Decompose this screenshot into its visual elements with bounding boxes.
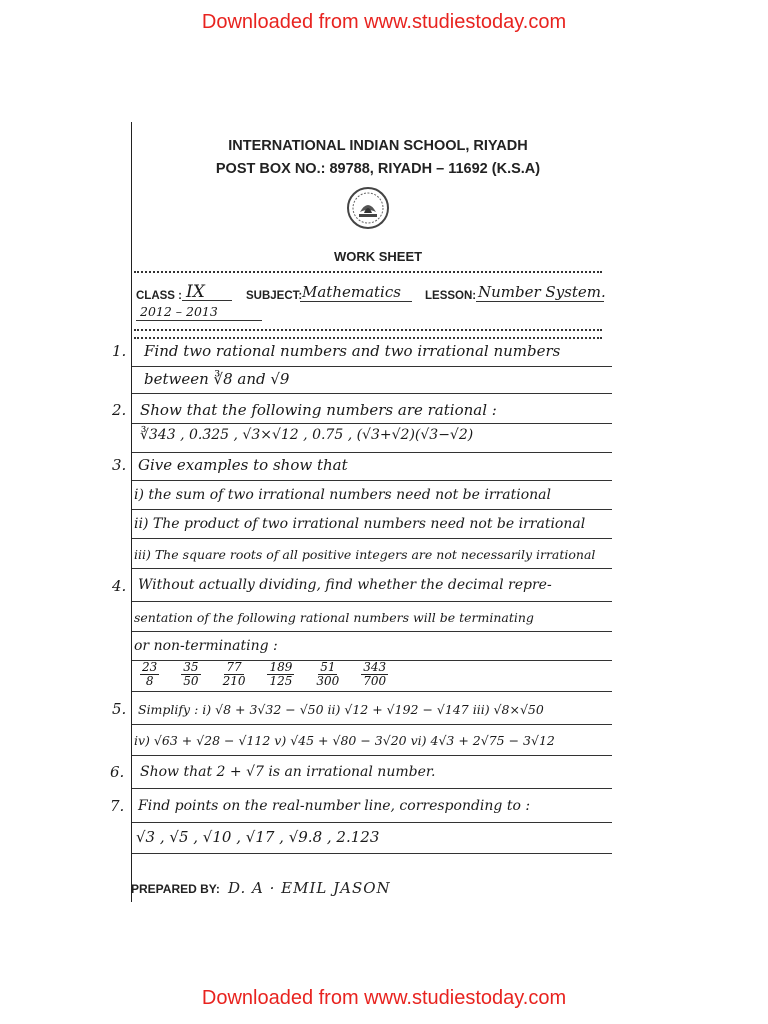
fraction-numerator: 23 <box>142 660 158 674</box>
ruled-line <box>132 509 612 510</box>
question-2-line-1: Show that the following numbers are rational : <box>140 401 497 419</box>
fraction <box>223 661 246 688</box>
ruled-line <box>132 788 612 789</box>
lesson-underline <box>476 301 604 302</box>
subject-underline <box>300 301 412 302</box>
download-banner-top: Downloaded from www.studiestoday.com <box>201 11 567 33</box>
fraction-numerator: 51 <box>320 660 336 674</box>
ruled-line <box>132 691 612 692</box>
question-4-line-2: sentation of the following rational numbers will be terminating <box>134 610 534 625</box>
class-label: CLASS : <box>136 290 182 302</box>
margin-line <box>131 122 132 902</box>
subject-label: SUBJECT: <box>246 290 303 302</box>
question-7-line-2: √3 , √5 , √10 , √17 , √9.8 , 2.123 <box>136 828 380 846</box>
school-name: INTERNATIONAL INDIAN SCHOOL, RIYADH <box>228 138 528 154</box>
dotted-divider <box>134 337 602 339</box>
fraction-denominator: 210 <box>222 674 246 688</box>
question-number: 4. <box>112 577 127 595</box>
worksheet-title: WORK SHEET <box>333 249 423 264</box>
ruled-line <box>132 568 612 569</box>
fraction-numerator: 35 <box>183 660 199 674</box>
download-banner-bottom: Downloaded from www.studiestoday.com <box>201 987 567 1009</box>
question-7-line-1: Find points on the real-number line, corresponding to : <box>138 798 531 814</box>
ruled-line <box>132 480 612 481</box>
question-3-line-2: i) the sum of two irrational numbers need not be irrational <box>134 487 551 503</box>
prepared-by-label: PREPARED BY: <box>131 882 220 896</box>
subject-value: Mathematics <box>302 283 401 301</box>
year-underline <box>136 320 262 321</box>
fraction-numerator: 189 <box>269 660 293 674</box>
prepared-by-name: D. A · EMIL JASON <box>228 879 391 897</box>
question-3-line-1: Give examples to show that <box>138 456 348 474</box>
ruled-line <box>132 366 612 367</box>
question-5-line-2: iv) √63 + √28 − √112 v) √45 + √80 − 3√20 vi) 4√3 + 2√75 − 3√12 <box>134 733 555 748</box>
fraction-denominator: 125 <box>269 674 293 688</box>
lesson-value: Number System. <box>478 283 606 301</box>
question-6-line-1: Show that 2 + √7 is an irrational number. <box>140 764 436 780</box>
question-1-line-2: between ∛8 and √9 <box>144 370 290 388</box>
dotted-divider <box>134 271 602 273</box>
question-number: 5. <box>112 700 127 718</box>
fraction <box>361 661 388 688</box>
question-number: 3. <box>112 456 127 474</box>
fraction-denominator: 8 <box>145 674 154 688</box>
ruled-line <box>132 423 612 424</box>
ruled-line <box>132 822 612 823</box>
ruled-line <box>132 853 612 854</box>
question-4-line-1: Without actually dividing, find whether the decimal repre- <box>138 577 552 593</box>
question-2-line-2: ∛343 , 0.3̄25 , √3×√12 , 0.75 , (√3+√2)(√3−√2) <box>140 427 474 443</box>
fraction-list <box>140 661 388 688</box>
fraction <box>316 661 339 688</box>
school-address: POST BOX NO.: 89788, RIYADH – 11692 (K.S.A) <box>215 161 541 177</box>
question-5-line-1: Simplify : i) √8 + 3√32 − √50 ii) √12 + √192 − √147 iii) √8×√50 <box>138 702 544 717</box>
academic-year: 2012 – 2013 <box>140 304 218 319</box>
ruled-line <box>132 631 612 632</box>
question-number: 7. <box>110 797 125 815</box>
class-value: IX <box>186 282 205 302</box>
fraction-denominator: 700 <box>363 674 387 688</box>
question-number: 6. <box>110 763 125 781</box>
fraction-numerator: 343 <box>363 660 387 674</box>
fraction-denominator: 50 <box>183 674 199 688</box>
school-logo <box>346 186 390 230</box>
class-underline <box>182 300 232 301</box>
question-3-line-4: iii) The square roots of all positive integers are not necessarily irrational <box>134 547 596 562</box>
fraction-denominator: 300 <box>316 674 340 688</box>
fraction <box>140 661 159 688</box>
lesson-label: LESSON: <box>425 290 477 302</box>
question-1-line-1: Find two rational numbers and two irrational numbers <box>144 342 561 360</box>
question-4-line-3: or non-terminating : <box>134 638 278 654</box>
ruled-line <box>132 755 612 756</box>
question-number: 2. <box>112 401 127 419</box>
dotted-divider <box>134 329 602 331</box>
ruled-line <box>132 452 612 453</box>
ruled-line <box>132 538 612 539</box>
ruled-line <box>132 724 612 725</box>
fraction <box>267 661 294 688</box>
fraction-numerator: 77 <box>226 660 242 674</box>
question-number: 1. <box>112 342 127 360</box>
ruled-line <box>132 601 612 602</box>
question-3-line-3: ii) The product of two irrational numbers need not be irrational <box>134 516 586 532</box>
fraction <box>181 661 200 688</box>
ruled-line <box>132 393 612 394</box>
